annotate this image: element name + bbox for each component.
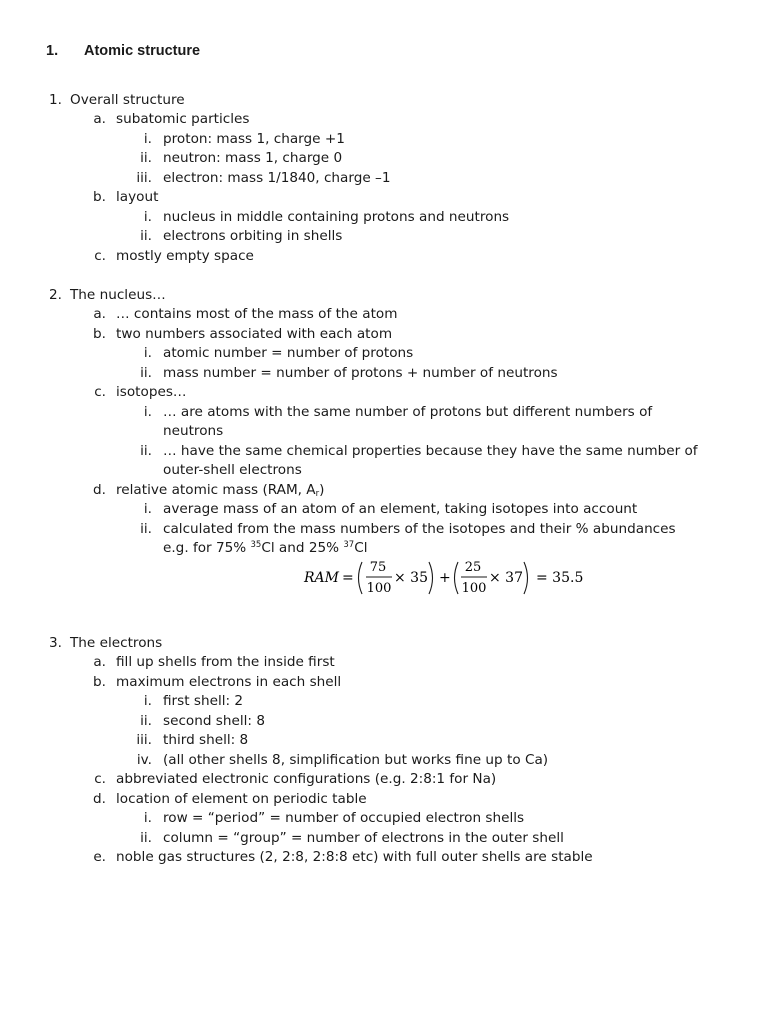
item-2d-i-label: i. [143,501,152,517]
item-2c-ii-text-line1: … have the same chemical properties because they have the same number of [163,443,698,459]
item-1a-ii-text: neutron: mass 1, charge 0 [163,150,343,166]
fraction2-numerator: 25 [464,560,482,575]
item-1b-label: b. [93,189,106,205]
item-3b-iii-text: third shell: 8 [163,732,249,748]
item-1c-text: mostly empty space [116,248,254,264]
equation-term1: × 35 [394,570,428,586]
right-paren-2 [524,562,528,594]
item-1a-i-label: i. [143,131,152,147]
item-3d-i-text: row = “period” = number of occupied electron shells [163,810,525,826]
example-line [163,539,367,557]
item-2b-i-text: atomic number = number of protons [163,345,414,361]
section-1-label: 1. [49,92,62,108]
item-3e-text: noble gas structures (2, 2:8, 2:8:8 etc) with full outer shells are stable [116,849,593,865]
item-3b-i-label: i. [143,693,152,709]
item-3d-ii-text: column = “group” = number of electrons in the outer shell [163,830,564,846]
example-post: Cl [354,540,368,556]
item-2d-ii-label: ii. [140,521,152,537]
equation-term2: × 37 [489,570,523,586]
example-pre: e.g. for 75% [163,540,251,556]
ram-text: relative atomic mass (RAM, A [116,482,316,498]
item-2c-text: isotopes… [116,384,187,400]
item-3d-ii-label: ii. [140,830,152,846]
fraction1-denominator: 100 [366,581,392,596]
equation-plus: + [439,570,451,586]
ram-close: ) [319,482,325,498]
item-2b-text: two numbers associated with each atom [116,326,393,342]
item-2c-label: c. [94,384,106,400]
item-1a-iii-label: iii. [136,170,152,186]
item-2d-text [116,481,324,499]
item-3b-i-text: first shell: 2 [163,693,244,709]
isotope-37-superscript: 37 [343,540,355,550]
item-1a-iii-text: electron: mass 1/1840, charge –1 [163,170,391,186]
item-1b-i-label: i. [143,209,152,225]
section-3-title: The electrons [70,635,163,651]
section-2-label: 2. [49,287,62,303]
item-2b-ii-text: mass number = number of protons + number of neutrons [163,365,558,381]
item-2b-label: b. [93,326,106,342]
page-title: Atomic structure [84,43,201,59]
item-3b-ii-label: ii. [140,713,152,729]
item-3b-label: b. [93,674,106,690]
item-2c-ii-text-line2: outer-shell electrons [163,462,302,478]
fraction1-numerator: 75 [369,560,387,575]
item-2b-i-label: i. [143,345,152,361]
item-1b-i-text: nucleus in middle containing protons and neutrons [163,209,510,225]
equation-result: = 35.5 [536,570,584,586]
item-3c-label: c. [94,771,106,787]
item-2d-ii-text: calculated from the mass numbers of the isotopes and their % abundances [163,521,676,537]
left-paren-2 [455,562,459,594]
fraction2-denominator: 100 [461,581,487,596]
item-2a-text: … contains most of the mass of the atom [116,306,398,322]
item-2c-i-text-line2: neutrons [163,423,224,439]
item-3d-label: d. [93,791,106,807]
item-3b-iii-label: iii. [136,732,152,748]
isotope-35-superscript: 35 [250,540,262,550]
item-3d-text: location of element on periodic table [116,791,367,807]
item-2c-ii-label: ii. [140,443,152,459]
item-1a-text: subatomic particles [116,111,250,127]
ram-subscript: r [315,489,320,499]
item-2d-i-text: average mass of an atom of an element, taking isotopes into account [163,501,638,517]
item-3d-i-label: i. [143,810,152,826]
item-3b-ii-text: second shell: 8 [163,713,265,729]
item-1c-label: c. [94,248,106,264]
right-paren-1 [429,562,433,594]
item-1b-ii-label: ii. [140,228,152,244]
item-2b-ii-label: ii. [140,365,152,381]
item-2c-i-text-line1: … are atoms with the same number of protons but different numbers of [163,404,653,420]
left-paren-1 [359,562,363,594]
item-3b-iv-label: iv. [136,752,152,768]
item-3c-text: abbreviated electronic configurations (e.g. 2:8:1 for Na) [116,771,497,787]
example-mid: Cl and 25% [261,540,344,556]
item-3e-label: e. [93,849,106,865]
item-3a-label: a. [93,654,106,670]
item-1b-text: layout [116,189,159,205]
item-2c-i-label: i. [143,404,152,420]
item-1b-ii-text: electrons orbiting in shells [163,228,343,244]
equation-lhs: RAM [304,570,339,586]
item-3a-text: fill up shells from the inside first [116,654,335,670]
section-3-label: 3. [49,635,62,651]
ram-equation [302,556,592,600]
item-1a-i-text: proton: mass 1, charge +1 [163,131,345,147]
item-1a-label: a. [93,111,106,127]
heading-number: 1. [46,43,59,59]
equation-equals: = [342,570,354,586]
item-3b-iv-text: (all other shells 8, simplification but works fine up to Ca) [163,752,549,768]
item-2a-label: a. [93,306,106,322]
item-2d-label: d. [93,482,106,498]
item-3b-text: maximum electrons in each shell [116,674,342,690]
item-1a-ii-label: ii. [140,150,152,166]
section-2-title: The nucleus… [70,287,166,303]
section-1-title: Overall structure [70,92,185,108]
